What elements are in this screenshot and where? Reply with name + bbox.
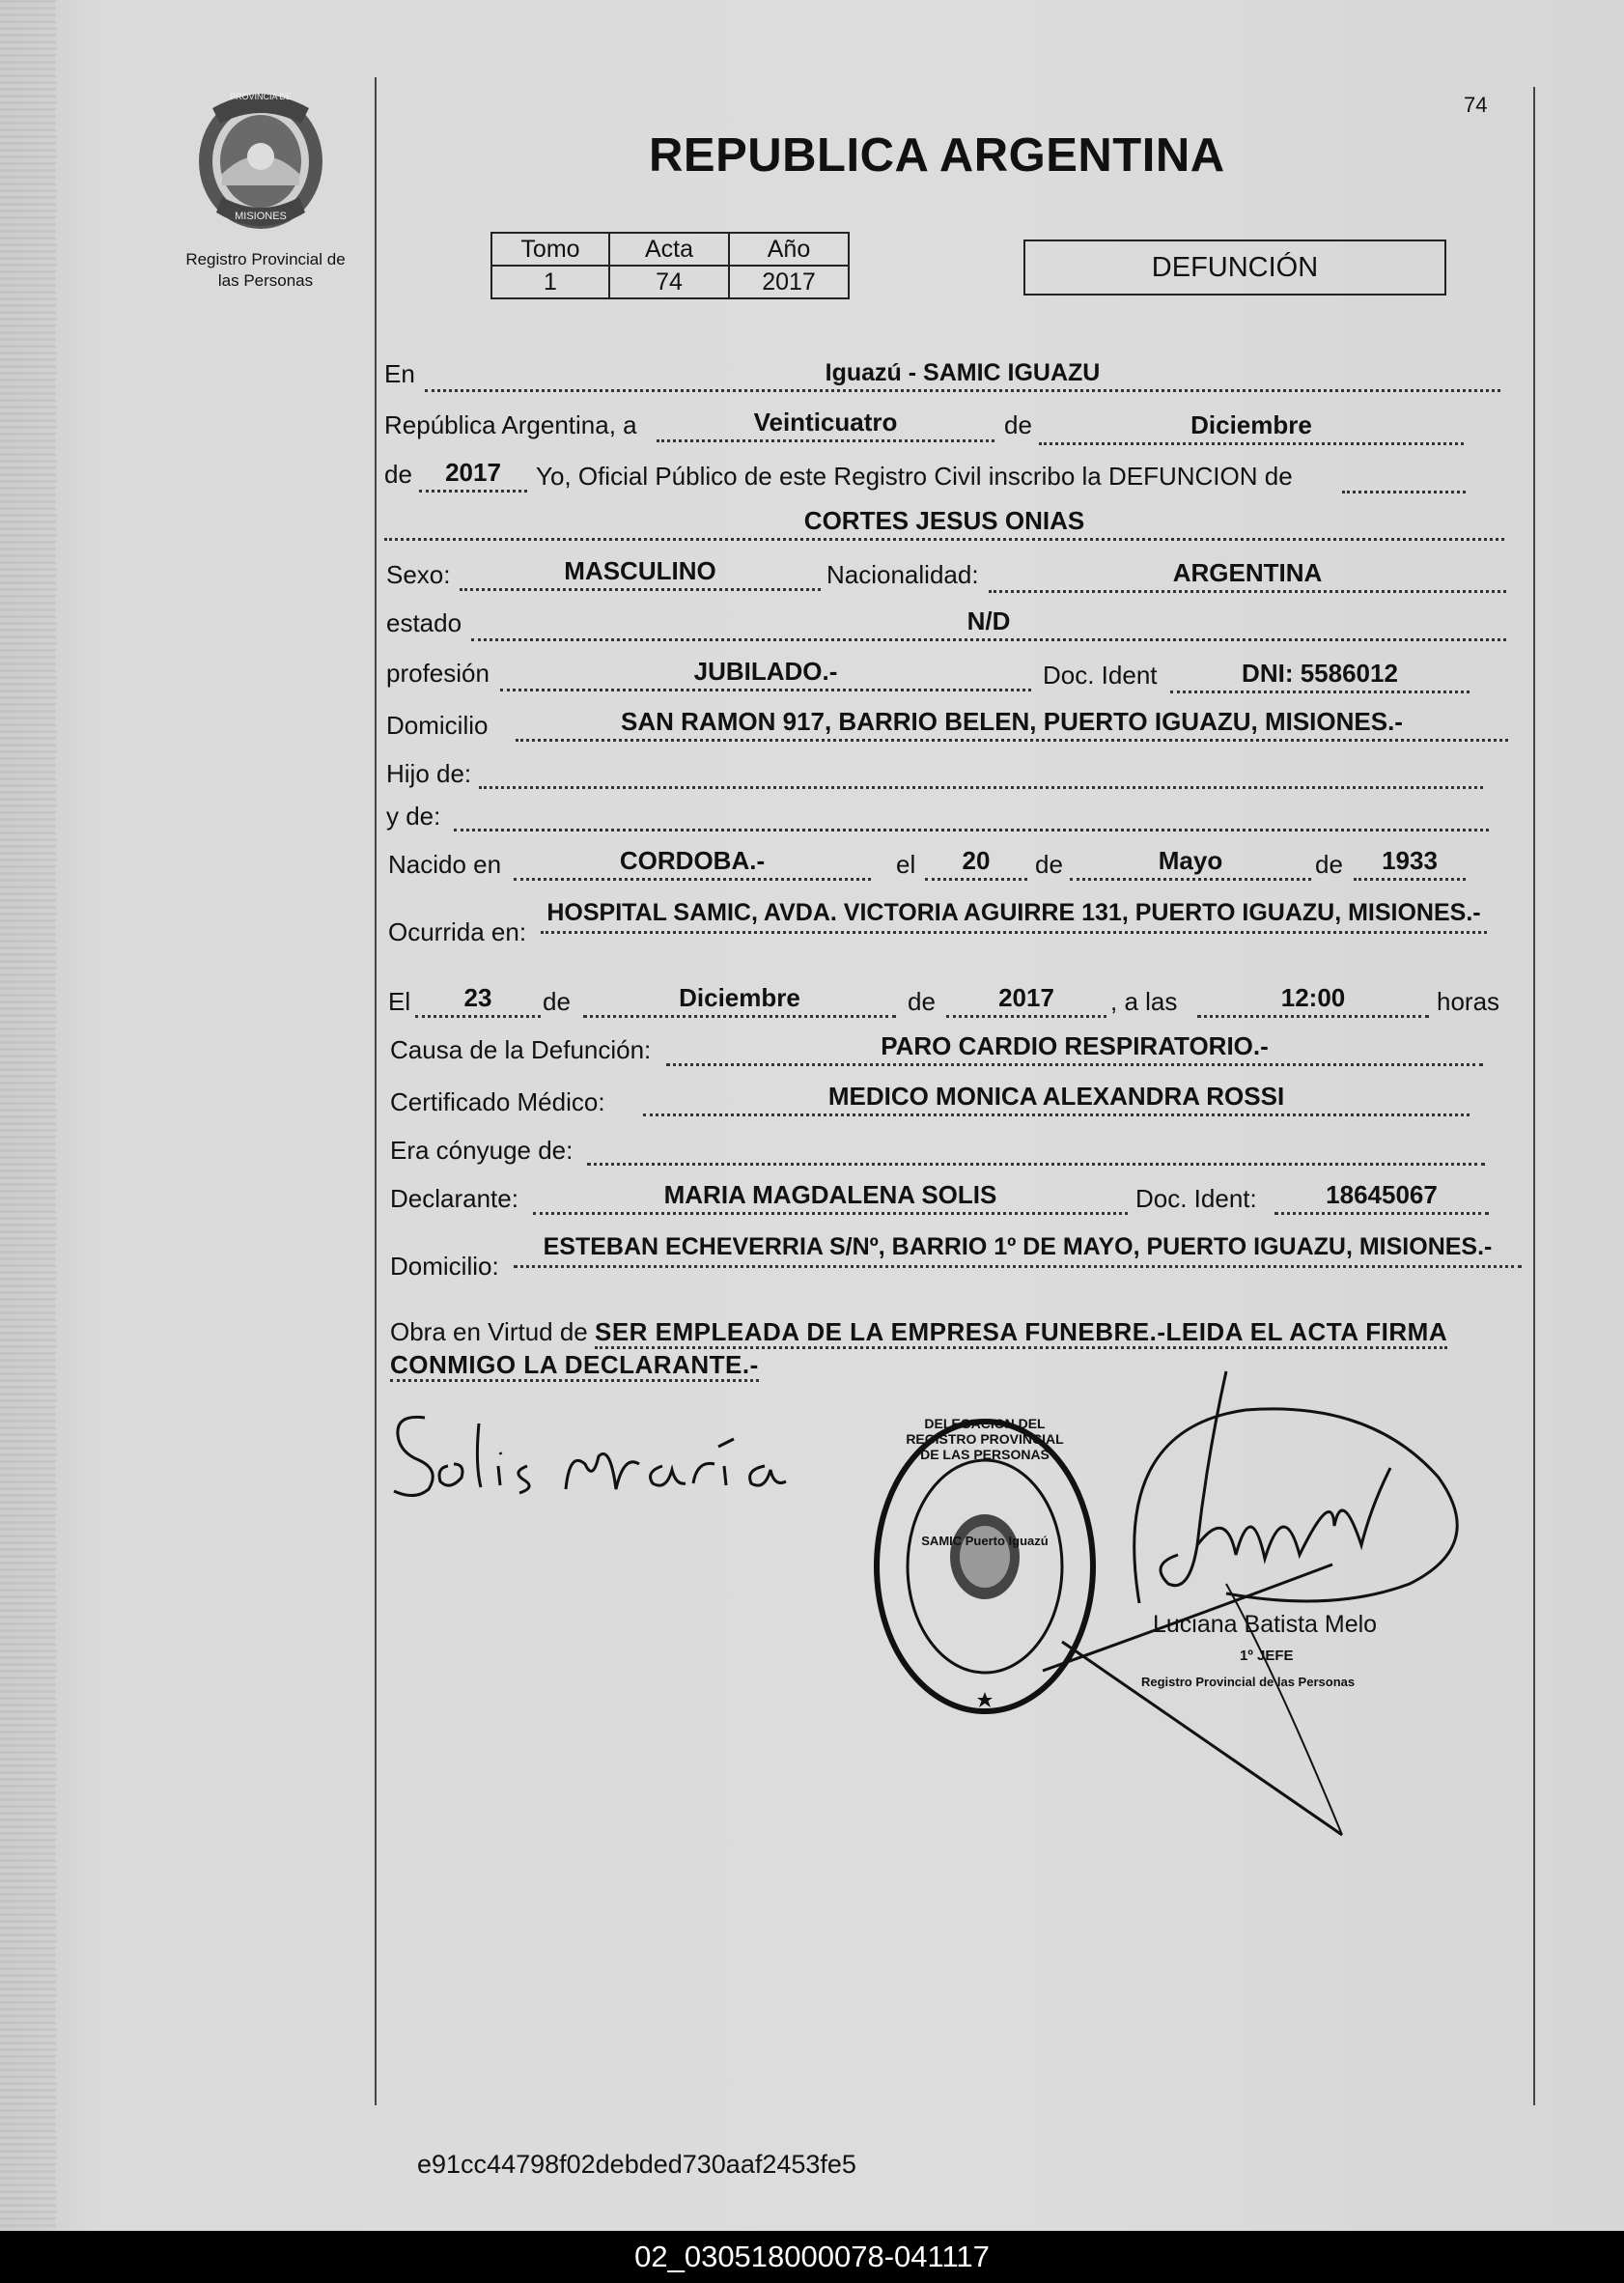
yde-label: y de: bbox=[386, 802, 441, 831]
death-day: 23 bbox=[415, 983, 541, 1018]
death-year: 2017 bbox=[946, 983, 1106, 1018]
el-label: el bbox=[896, 850, 916, 879]
seal-text-top: PROVINCIA DE bbox=[229, 92, 292, 101]
domicilio-value: SAN RAMON 917, BARRIO BELEN, PUERTO IGUAZU, MISIONES.- bbox=[516, 707, 1508, 742]
death-de2: de bbox=[908, 987, 936, 1016]
conyuge-label: Era cónyuge de: bbox=[390, 1136, 574, 1165]
declarante-label: Declarante: bbox=[390, 1184, 518, 1213]
value-anio: 2017 bbox=[729, 266, 849, 298]
registry-label-line2: las Personas bbox=[217, 271, 314, 290]
nacionalidad-label: Nacionalidad: bbox=[826, 560, 979, 589]
de1-label: de bbox=[1004, 410, 1032, 439]
ocurrida-value: HOSPITAL SAMIC, AVDA. VICTORIA AGUIRRE 131, PUERTO IGUAZU, MISIONES.- bbox=[541, 896, 1487, 934]
nacionalidad-value: ARGENTINA bbox=[989, 558, 1506, 593]
horas-label: horas bbox=[1437, 987, 1500, 1016]
stamp-inner-text: SAMIC Puerto Iguazú bbox=[921, 1534, 1049, 1548]
document-hash: e91cc44798f02debded730aaf2453fe5 bbox=[417, 2150, 856, 2179]
value-acta: 74 bbox=[609, 266, 729, 298]
en-value: Iguazú - SAMIC IGUAZU bbox=[425, 359, 1500, 392]
hijo-value bbox=[479, 759, 1483, 789]
obra-label: Obra en Virtud de bbox=[390, 1317, 588, 1346]
decl-domicilio-value: ESTEBAN ECHEVERRIA S/Nº, BARRIO 1º DE MAYO, PUERTO IGUAZU, MISIONES.- bbox=[514, 1230, 1522, 1268]
profesion-value: JUBILADO.- bbox=[500, 657, 1031, 691]
oficial-blank bbox=[1342, 462, 1466, 493]
official-role: 1º JEFE bbox=[1240, 1648, 1294, 1664]
record-type-box: DEFUNCIÓN bbox=[1023, 240, 1446, 296]
record-table bbox=[490, 232, 850, 299]
birth-de2: de bbox=[1315, 850, 1343, 879]
death-time: 12:00 bbox=[1197, 983, 1429, 1018]
causa-value: PARO CARDIO RESPIRATORIO.- bbox=[666, 1031, 1483, 1066]
footer-id-bar bbox=[0, 2231, 1624, 2283]
official-signature-icon bbox=[1081, 1352, 1468, 1849]
certificado-value: MEDICO MONICA ALEXANDRA ROSSI bbox=[643, 1082, 1470, 1116]
domicilio-label: Domicilio bbox=[386, 711, 489, 740]
certificado-label: Certificado Médico: bbox=[390, 1087, 605, 1116]
header-acta: Acta bbox=[609, 233, 729, 266]
birth-de1: de bbox=[1035, 850, 1063, 879]
value-tomo: 1 bbox=[491, 266, 609, 298]
decl-doc-value: 18645067 bbox=[1274, 1180, 1489, 1215]
death-de1: de bbox=[543, 987, 571, 1016]
republica-label: República Argentina, a bbox=[384, 410, 637, 439]
declarant-signature-icon bbox=[386, 1396, 792, 1508]
birth-day: 20 bbox=[925, 846, 1027, 881]
footer-id: 02_030518000078-041117 bbox=[634, 2240, 990, 2273]
binding-edge bbox=[0, 0, 56, 2231]
decl-domicilio-label: Domicilio: bbox=[390, 1252, 499, 1281]
oficial-text: Yo, Oficial Público de este Registro Civil inscribo la DEFUNCION de bbox=[536, 462, 1293, 491]
declarante-value: MARIA MAGDALENA SOLIS bbox=[533, 1180, 1128, 1215]
registry-label bbox=[154, 249, 377, 292]
hijo-label: Hijo de: bbox=[386, 759, 472, 788]
registry-label-line1: Registro Provincial de bbox=[185, 250, 346, 268]
nacido-label: Nacido en bbox=[388, 850, 502, 879]
stamp-ring-text: DELEGACION DEL REGISTRO PROVINCIAL DE LAS PERSONAS bbox=[906, 1416, 1064, 1462]
right-margin-line bbox=[1533, 87, 1535, 2105]
nacido-value: CORDOBA.- bbox=[514, 846, 871, 881]
obra-value: SER EMPLEADA DE LA EMPRESA FUNEBRE.-LEIDA EL ACTA FIRMA CONMIGO LA DECLARANTE.- bbox=[390, 1317, 1447, 1382]
sexo-label: Sexo: bbox=[386, 560, 451, 589]
doc-label: Doc. Ident bbox=[1043, 661, 1158, 690]
de2-label: de bbox=[384, 460, 412, 489]
yde-value bbox=[454, 802, 1489, 831]
document-title: REPUBLICA ARGENTINA bbox=[649, 129, 1225, 182]
profesion-label: profesión bbox=[386, 659, 490, 688]
alas-label: , a las bbox=[1110, 987, 1178, 1016]
header-tomo: Tomo bbox=[491, 233, 609, 266]
death-month: Diciembre bbox=[583, 983, 896, 1018]
page-number: 74 bbox=[1464, 93, 1488, 117]
estado-value: N/D bbox=[471, 606, 1506, 641]
seal-text-bottom: MISIONES bbox=[235, 211, 287, 222]
estado-label: estado bbox=[386, 608, 462, 637]
header-anio: Año bbox=[729, 233, 849, 266]
conyuge-value bbox=[587, 1136, 1485, 1166]
official-org: Registro Provincial de las Personas bbox=[1141, 1675, 1356, 1689]
official-name: Luciana Batista Melo bbox=[1153, 1611, 1378, 1638]
day-words: Veinticuatro bbox=[657, 408, 994, 442]
birth-month: Mayo bbox=[1070, 846, 1311, 881]
death-el-label: El bbox=[388, 987, 411, 1016]
en-label: En bbox=[384, 359, 415, 388]
year-value: 2017 bbox=[419, 458, 527, 493]
causa-label: Causa de la Defunción: bbox=[390, 1035, 652, 1064]
birth-year: 1933 bbox=[1354, 846, 1466, 881]
doc-value: DNI: 5586012 bbox=[1170, 659, 1470, 693]
ocurrida-label: Ocurrida en: bbox=[388, 917, 527, 946]
decl-doc-label: Doc. Ident: bbox=[1135, 1184, 1257, 1213]
left-margin-line bbox=[375, 77, 377, 2105]
month-value: Diciembre bbox=[1039, 410, 1464, 445]
sexo-value: MASCULINO bbox=[460, 556, 821, 591]
deceased-name: CORTES JESUS ONIAS bbox=[384, 506, 1504, 541]
